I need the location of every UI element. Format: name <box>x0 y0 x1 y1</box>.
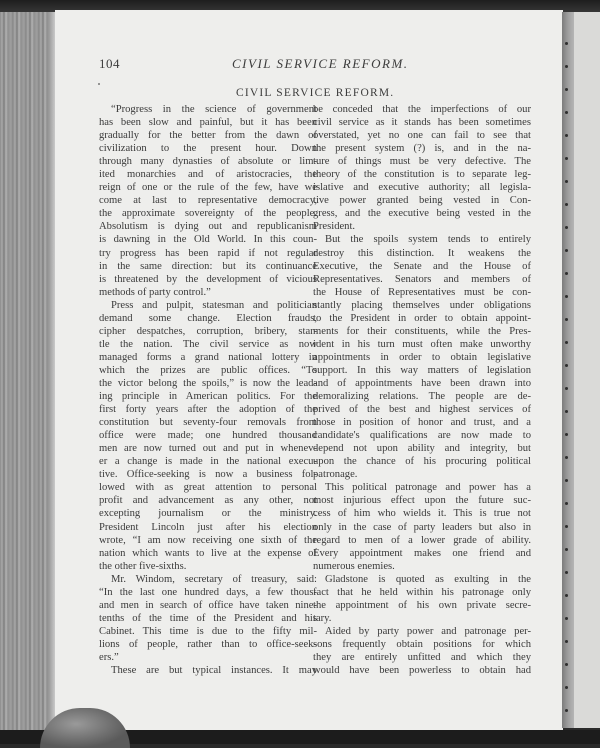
text-line: demoralizing relations. The people are de- <box>313 391 531 403</box>
text-line: Aided by party power and patronage per- <box>325 625 531 637</box>
text-line: Cabinet. This time is due to the fifty mil- <box>99 625 317 637</box>
text-line: ited monarchies and of aristocracies, the <box>99 169 317 181</box>
binding-dot <box>565 663 568 666</box>
text-line: constitution but seventy-four removals from <box>99 417 317 429</box>
binding-dot <box>565 88 568 91</box>
binding-dot <box>565 272 568 275</box>
binding-dot <box>565 249 568 252</box>
binding-dot <box>565 709 568 712</box>
text-line: numerous enemies. <box>313 560 395 572</box>
text-line: “Progress in the science of government <box>111 104 317 115</box>
text-line: nation which wants to live at the expense of <box>99 547 317 559</box>
text-line: tive. Office-seeking is now a business fol- <box>99 469 317 481</box>
binding-dot <box>565 686 568 689</box>
running-title: CIVIL SERVICE REFORM. <box>232 56 409 71</box>
binding-dot <box>565 42 568 45</box>
text-line: first forty years after the adoption of the <box>99 404 317 416</box>
text-line: office were made; one hundred thousand <box>99 430 317 442</box>
text-line: ture of things must be very defective. The <box>313 156 531 168</box>
text-line: patronage. <box>313 469 358 481</box>
text-line: try progress has been rapid if not regular <box>99 247 317 259</box>
text-line: ers.” <box>99 651 119 663</box>
text-line: Representatives. Senators and members of <box>313 273 531 285</box>
text-line: in the same direction: but its continuance <box>99 260 317 272</box>
left-page-stack-edges <box>0 12 55 732</box>
text-line: President Lincoln just after his election <box>99 521 317 533</box>
text-line: er a change is made in the national execu- <box>99 456 317 468</box>
right-page-edge <box>562 12 574 728</box>
text-line: gress, and the executive being vested in the <box>313 208 531 220</box>
text-line: has been slow and painful, but it has been <box>99 117 317 129</box>
binding-dot <box>565 134 568 137</box>
text-line: they are entirely unfitted and which they <box>313 651 531 663</box>
text-line: overstated, yet no one can fail to see that <box>313 130 531 142</box>
binding-dot <box>565 364 568 367</box>
text-line: regard to men of a lower grade of ability. <box>313 534 531 546</box>
text-line: tive power granted being vested in Con- <box>313 195 531 207</box>
text-line: reign of one or the rule of the few, have we <box>99 182 317 194</box>
binding-dot <box>565 456 568 459</box>
text-line: most injurious effect upon the future suc- <box>313 495 531 507</box>
left-column <box>99 103 317 677</box>
stray-mark <box>98 83 100 85</box>
text-line: the other five-sixths. <box>99 560 187 572</box>
text-line: tenths of the time of the President and his <box>99 612 317 624</box>
text-line: excepting journalism or the ministry. <box>99 508 317 520</box>
text-line: lions of people, rather than to office-seek- <box>99 638 317 650</box>
text-line: Executive, the Senate and the House of <box>313 260 531 272</box>
text-line: and of appointments have been drawn into <box>313 377 531 389</box>
binding-dot <box>565 548 568 551</box>
text-line: civilization to the present hour. Down <box>99 143 317 155</box>
text-line: be conceded that the imperfections of our <box>313 104 531 115</box>
text-line: Absolutism is dying out and republicanism <box>99 221 317 233</box>
text-line: islative and executive authority; all legisla- <box>313 182 531 194</box>
binding-dot <box>565 387 568 390</box>
text-line: come at last to representative democracy, <box>99 195 317 207</box>
binding-dot <box>565 525 568 528</box>
text-line: destroy this distinction. It weakens the <box>313 247 531 259</box>
text-line: men are now turned out and put in whenev- <box>99 443 317 455</box>
text-line: lowed with as great attention to personal <box>99 482 317 494</box>
text-line: support. In this way matters of legislation <box>313 364 531 376</box>
text-line: the House of Representatives must be con- <box>313 286 531 298</box>
binding-dot <box>565 180 568 183</box>
text-line: depend not upon ability and integrity, but <box>313 443 531 455</box>
text-line: Mr. Windom, secretary of treasury, said: <box>111 573 317 585</box>
text-line: fact that he held within his patronage only <box>313 586 531 598</box>
text-line: would have been powerless to obtain had <box>313 665 531 677</box>
text-line: profit and advancement as any other, not <box>99 495 317 507</box>
binding-dot <box>565 111 568 114</box>
text-line: Gladstone is quoted as exulting in the <box>325 573 531 585</box>
page-number: 104 <box>99 56 120 71</box>
text-line: ident in his turn must often make unworthy <box>313 338 531 350</box>
text-line: Every appointment makes one friend and <box>313 547 531 559</box>
binding-dot <box>565 341 568 344</box>
binding-dot <box>565 226 568 229</box>
text-line: President. <box>313 221 356 233</box>
article-title: CIVIL SERVICE REFORM. <box>236 87 395 99</box>
text-line: candidate's qualifications are now made to <box>313 430 531 442</box>
text-line: cess of him who wields it. This is true not <box>313 508 531 520</box>
binding-dot <box>565 617 568 620</box>
text-line: managed forms a grand national lottery in <box>99 351 317 363</box>
text-line: the approximate sovereignty of the people. <box>99 208 317 220</box>
text-line: These are but typical instances. It may <box>111 665 317 677</box>
text-line: the victor belong the spoils,” is now the lead- <box>99 377 317 389</box>
binding-dot <box>565 318 568 321</box>
binding-dot <box>565 502 568 505</box>
text-line: “In the last one hundred days, a few thous- <box>99 586 317 598</box>
text-line: cipher despatches, corruption, bribery, star- <box>99 325 317 337</box>
text-line: civil service as it stands has been sometimes <box>313 117 531 129</box>
text-line: wrote, “I am now receiving one sixth of the <box>99 534 317 546</box>
binding-dot <box>565 203 568 206</box>
text-line: demand some change. Election frauds, <box>99 312 317 324</box>
text-line: gradually for the better from the dawn of <box>99 130 317 142</box>
text-line: theory of the constitution is to separate leg- <box>313 169 531 181</box>
text-line: upon the chance of his procuring political <box>313 456 531 468</box>
binding-dot <box>565 594 568 597</box>
text-line: methods of party control.” <box>99 286 211 298</box>
text-line: tary. <box>313 612 332 624</box>
binding-dot <box>565 571 568 574</box>
text-line: to the President in order to obtain appoint- <box>313 312 531 324</box>
text-line: through many dynasties of absolute or lim- <box>99 156 317 168</box>
binding-dot <box>565 295 568 298</box>
binding-dot <box>565 479 568 482</box>
text-line: ing principle in American politics. For the <box>99 391 317 403</box>
text-line: is threatened by the development of vicious <box>99 273 317 285</box>
text-line: and men in search of office have taken nine- <box>99 599 317 611</box>
text-line: those in position of honor and trust, and a <box>313 417 531 429</box>
binding-dot <box>565 433 568 436</box>
text-line: only in the case of party leaders but also in <box>313 521 531 533</box>
text-line: Press and pulpit, statesman and politician <box>111 299 317 311</box>
text-line: appointments in order to obtain legislative <box>313 351 531 363</box>
text-line: the appointment of his own private secre- <box>313 599 531 611</box>
text-line: prived of the best and highest services of <box>313 404 531 416</box>
binding-dot <box>565 640 568 643</box>
text-line: ments for their constituents, while the Pres- <box>313 325 531 337</box>
text-line: the present system (?) is, and in the na- <box>313 143 531 155</box>
right-margin <box>574 12 600 728</box>
text-line: But the spoils system tends to entirely <box>325 234 531 246</box>
text-line: stantly placing themselves under obligations <box>313 299 531 311</box>
binding-dot <box>565 410 568 413</box>
right-column <box>313 103 531 677</box>
text-line: This political patronage and power has a <box>325 482 531 494</box>
text-line: sons frequently obtain positions for which <box>313 638 531 650</box>
text-line: is dawning in the Old World. In this coun- <box>99 234 317 246</box>
running-head <box>0 56 600 76</box>
text-line: which the prizes are public offices. “To <box>99 364 317 376</box>
text-line: tle the nation. The civil service as now <box>99 338 317 350</box>
binding-dot <box>565 157 568 160</box>
